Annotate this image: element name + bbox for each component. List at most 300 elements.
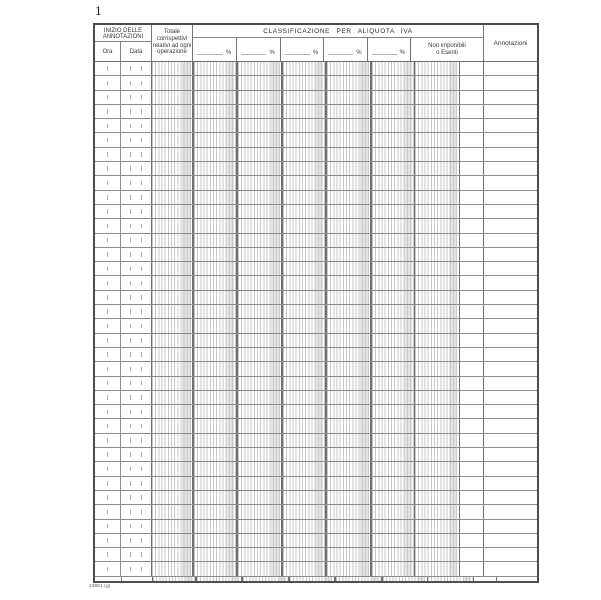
percent-amount-cell-5	[371, 133, 415, 146]
non-imponibili-cell	[415, 377, 483, 390]
table-row	[95, 119, 537, 133]
date-separator-tick	[141, 281, 142, 286]
data-cell	[121, 391, 151, 404]
header-inizio-group	[95, 25, 151, 61]
percent-amount-cell-3	[282, 505, 326, 518]
date-separator-tick	[141, 352, 142, 357]
ledger-table	[93, 23, 539, 583]
percent-amount-cell-2	[237, 377, 281, 390]
percent-amount-cell-2	[237, 520, 281, 533]
table-row	[95, 162, 537, 176]
annotazioni-cell	[483, 477, 537, 490]
percent-amount-cell-3	[282, 462, 326, 475]
data-cell	[121, 405, 151, 418]
percent-amount-cell-4	[326, 105, 370, 118]
header-percent-col-1	[193, 38, 237, 61]
percent-fill-line	[241, 54, 266, 55]
percent-amount-cell-5	[371, 76, 415, 89]
table-row	[95, 305, 537, 319]
percent-amount-cell-4	[326, 62, 370, 75]
percent-amount-cell-5	[371, 176, 415, 189]
data-cell	[121, 205, 151, 218]
percent-amount-cell-2	[237, 319, 281, 332]
non-imponibili-amount-area	[415, 562, 460, 575]
date-separator-tick	[130, 395, 131, 400]
non-imponibili-cell	[415, 133, 483, 146]
totale-amount-cell	[151, 334, 193, 347]
form-code: 13861 (g)	[89, 584, 111, 589]
non-imponibili-cell	[415, 248, 483, 261]
totale-amount-cell	[151, 348, 193, 361]
non-imponibili-amount-area	[415, 419, 460, 432]
time-separator-tick	[107, 195, 108, 200]
totale-amount-cell	[151, 91, 193, 104]
non-imponibili-amount-area	[415, 148, 460, 161]
non-imponibili-amount-area	[415, 91, 460, 104]
data-cell	[121, 162, 151, 175]
percent-amount-cell-2	[237, 262, 281, 275]
date-separator-tick	[130, 367, 131, 372]
header-ora-data-row	[95, 42, 151, 61]
time-separator-tick	[107, 267, 108, 272]
non-imponibili-cell	[415, 477, 483, 490]
table-row	[95, 262, 537, 276]
time-separator-tick	[107, 181, 108, 186]
time-separator-tick	[107, 338, 108, 343]
percent-amount-cell-2	[237, 305, 281, 318]
ora-cell	[95, 419, 121, 432]
percent-amount-cell-1	[193, 434, 237, 447]
table-row	[95, 334, 537, 348]
percent-amount-cell-4	[335, 577, 381, 581]
date-separator-tick	[141, 309, 142, 314]
percent-amount-cell-1	[193, 462, 237, 475]
header-totale-line4: operazione	[157, 49, 187, 56]
data-cell	[121, 234, 151, 247]
annotazioni-cell	[483, 391, 537, 404]
date-separator-tick	[130, 109, 131, 114]
time-separator-tick	[107, 209, 108, 214]
non-imponibili-amount-area	[415, 133, 460, 146]
data-cell	[121, 262, 151, 275]
date-separator-tick	[141, 152, 142, 157]
header-inizio-line2: ANNOTAZIONI	[102, 34, 144, 40]
non-imponibili-cell	[415, 205, 483, 218]
non-imponibili-cell	[415, 319, 483, 332]
percent-amount-cell-2	[237, 276, 281, 289]
percent-amount-cell-5	[371, 491, 415, 504]
header-totale-corrispettivi	[151, 25, 193, 61]
data-cell	[121, 276, 151, 289]
percent-amount-cell-5	[371, 105, 415, 118]
percent-sign: %	[399, 50, 405, 56]
non-imponibili-cell	[415, 162, 483, 175]
percent-sign: %	[226, 50, 232, 56]
non-imponibili-cell	[415, 262, 483, 275]
ora-cell	[95, 520, 121, 533]
time-separator-tick	[107, 524, 108, 529]
ora-cell	[95, 76, 121, 89]
totale-amount-cell	[151, 191, 193, 204]
percent-amount-cell-1	[193, 162, 237, 175]
annotazioni-cell	[483, 119, 537, 132]
percent-amount-cell-1	[193, 534, 237, 547]
percent-amount-cell-5	[371, 91, 415, 104]
percent-amount-cell-5	[371, 534, 415, 547]
ora-cell	[95, 319, 121, 332]
data-cell	[121, 305, 151, 318]
percent-amount-cell-3	[282, 534, 326, 547]
percent-amount-cell-3	[282, 448, 326, 461]
time-separator-tick	[107, 238, 108, 243]
percent-amount-cell-2	[237, 105, 281, 118]
date-separator-tick	[141, 410, 142, 415]
annotazioni-cell	[483, 419, 537, 432]
ora-cell	[95, 248, 121, 261]
time-separator-tick	[107, 295, 108, 300]
annotazioni-cell	[483, 505, 537, 518]
date-separator-tick	[141, 324, 142, 329]
ora-cell	[95, 562, 121, 575]
percent-amount-cell-1	[193, 276, 237, 289]
time-separator-tick	[107, 495, 108, 500]
totale-amount-cell	[151, 477, 193, 490]
date-separator-tick	[141, 66, 142, 71]
percent-amount-cell-4	[326, 491, 370, 504]
date-separator-tick	[141, 552, 142, 557]
table-row	[95, 191, 537, 205]
date-separator-tick	[130, 452, 131, 457]
percent-amount-cell-5	[371, 419, 415, 432]
table-row	[95, 548, 537, 562]
table-row	[95, 276, 537, 290]
totale-amount-cell	[152, 577, 196, 581]
percent-amount-cell-1	[193, 548, 237, 561]
annotazioni-cell	[483, 219, 537, 232]
ora-cell	[95, 334, 121, 347]
ora-cell	[95, 548, 121, 561]
percent-sign: %	[356, 50, 362, 56]
percent-amount-cell-3	[282, 262, 326, 275]
percent-amount-cell-4	[326, 377, 370, 390]
non-imponibili-cell	[415, 405, 483, 418]
table-row	[95, 205, 537, 219]
annotazioni-cell	[483, 348, 537, 361]
percent-amount-cell-2	[237, 76, 281, 89]
header-percent-col-5	[367, 38, 411, 61]
non-imponibili-cell	[415, 276, 483, 289]
annotazioni-cell	[483, 162, 537, 175]
percent-amount-cell-2	[237, 234, 281, 247]
table-row	[95, 148, 537, 162]
table-row	[95, 391, 537, 405]
header-inizio-annotazioni	[95, 25, 151, 42]
date-separator-tick	[141, 109, 142, 114]
ora-cell	[95, 91, 121, 104]
percent-amount-cell-5	[371, 276, 415, 289]
date-separator-tick	[141, 495, 142, 500]
percent-amount-cell-2	[237, 362, 281, 375]
percent-amount-cell-5	[371, 234, 415, 247]
totale-amount-cell	[151, 105, 193, 118]
ora-cell	[95, 148, 121, 161]
date-separator-tick	[130, 552, 131, 557]
header-percent-col-3	[280, 38, 324, 61]
annotazioni-cell	[483, 248, 537, 261]
percent-amount-cell-3	[282, 334, 326, 347]
data-cell	[121, 319, 151, 332]
percent-amount-cell-2	[237, 62, 281, 75]
percent-amount-cell-3	[282, 91, 326, 104]
date-separator-tick	[130, 195, 131, 200]
annotazioni-cell	[483, 334, 537, 347]
percent-amount-cell-4	[326, 76, 370, 89]
data-cell	[121, 491, 151, 504]
non-imponibili-cell	[415, 105, 483, 118]
non-imponibili-amount-area	[415, 434, 460, 447]
non-imponibili-amount-area	[415, 276, 460, 289]
date-separator-tick	[141, 510, 142, 515]
ora-cell	[95, 305, 121, 318]
data-cell	[121, 219, 151, 232]
percent-fill-line	[372, 54, 397, 55]
data-cell	[121, 105, 151, 118]
percent-amount-cell-5	[371, 548, 415, 561]
ora-cell	[95, 276, 121, 289]
data-cell	[121, 534, 151, 547]
annotazioni-cell	[483, 362, 537, 375]
date-separator-tick	[141, 252, 142, 257]
date-separator-tick	[141, 209, 142, 214]
date-separator-tick	[141, 138, 142, 143]
non-imponibili-cell	[415, 62, 483, 75]
time-separator-tick	[107, 538, 108, 543]
ora-cell	[95, 434, 121, 447]
percent-amount-cell-5	[371, 405, 415, 418]
annotazioni-cell	[483, 305, 537, 318]
header-totale-line3: relativi ad ogni	[152, 42, 192, 49]
percent-amount-cell-2	[237, 419, 281, 432]
non-imponibili-amount-area	[415, 62, 460, 75]
header-data: Data	[129, 48, 143, 55]
date-separator-tick	[141, 438, 142, 443]
annotazioni-cell	[483, 62, 537, 75]
non-imponibili-cell	[415, 520, 483, 533]
annotazioni-cell	[483, 448, 537, 461]
ora-cell	[95, 105, 121, 118]
percent-amount-cell-5	[371, 262, 415, 275]
percent-amount-cell-5	[371, 562, 415, 575]
time-separator-tick	[107, 109, 108, 114]
totale-amount-cell	[151, 534, 193, 547]
page-number: 1	[95, 5, 102, 18]
table-row	[95, 319, 537, 333]
date-separator-tick	[141, 367, 142, 372]
percent-amount-cell-2	[237, 491, 281, 504]
table-row	[95, 562, 537, 576]
data-cell	[121, 148, 151, 161]
time-separator-tick	[107, 138, 108, 143]
percent-amount-cell-1	[193, 248, 237, 261]
percent-amount-cell-3	[282, 148, 326, 161]
totale-amount-cell	[151, 305, 193, 318]
data-cell	[122, 577, 152, 581]
table-row	[95, 105, 537, 119]
totale-amount-cell	[151, 219, 193, 232]
percent-amount-cell-4	[326, 191, 370, 204]
totale-amount-cell	[151, 76, 193, 89]
percent-amount-cell-3	[282, 119, 326, 132]
date-separator-tick	[141, 181, 142, 186]
percent-amount-cell-2	[237, 434, 281, 447]
percent-amount-cell-5	[371, 319, 415, 332]
percent-amount-cell-2	[237, 505, 281, 518]
header-non-imponibili	[411, 38, 483, 61]
percent-amount-cell-3	[282, 477, 326, 490]
percent-amount-cell-4	[326, 319, 370, 332]
annotazioni-cell	[483, 319, 537, 332]
percent-amount-cell-2	[237, 348, 281, 361]
percent-amount-cell-2	[237, 162, 281, 175]
percent-amount-cell-4	[326, 205, 370, 218]
percent-amount-cell-2	[237, 191, 281, 204]
percent-amount-cell-1	[193, 334, 237, 347]
totale-amount-cell	[151, 505, 193, 518]
data-cell	[121, 562, 151, 575]
date-separator-tick	[130, 495, 131, 500]
header-percent-col-2	[236, 38, 280, 61]
date-separator-tick	[130, 567, 131, 572]
percent-amount-cell-1	[193, 377, 237, 390]
percent-amount-cell-5	[371, 219, 415, 232]
percent-amount-cell-5	[371, 391, 415, 404]
non-imponibili-cell	[415, 348, 483, 361]
annotazioni-cell	[483, 191, 537, 204]
date-separator-tick	[141, 166, 142, 171]
non-imponibili-cell	[415, 334, 483, 347]
time-separator-tick	[107, 66, 108, 71]
data-cell	[121, 334, 151, 347]
annotazioni-cell	[483, 262, 537, 275]
table-row	[95, 405, 537, 419]
header-inizio-line1: INIZIO DELLE	[103, 27, 143, 34]
table-row	[95, 434, 537, 448]
non-imponibili-amount-area	[415, 334, 460, 347]
date-separator-tick	[130, 352, 131, 357]
data-cell	[121, 505, 151, 518]
ora-cell	[95, 462, 121, 475]
percent-amount-cell-3	[282, 162, 326, 175]
date-separator-tick	[141, 481, 142, 486]
percent-amount-cell-3	[282, 191, 326, 204]
time-separator-tick	[107, 452, 108, 457]
totale-amount-cell	[151, 448, 193, 461]
totale-amount-cell	[151, 248, 193, 261]
table-row	[95, 362, 537, 376]
non-imponibili-amount-area	[415, 362, 460, 375]
ora-cell	[95, 119, 121, 132]
non-imponibili-amount-area	[415, 76, 460, 89]
ora-cell	[95, 534, 121, 547]
table-row	[95, 505, 537, 519]
ora-cell	[95, 205, 121, 218]
ora-cell	[95, 348, 121, 361]
non-imponibili-cell	[415, 505, 483, 518]
annotazioni-cell	[483, 548, 537, 561]
ora-cell	[95, 577, 122, 581]
ora-cell	[95, 362, 121, 375]
table-row	[95, 291, 537, 305]
percent-amount-cell-1	[193, 76, 237, 89]
percent-amount-cell-2	[237, 448, 281, 461]
totale-amount-cell	[151, 405, 193, 418]
table-row	[95, 477, 537, 491]
date-separator-tick	[141, 452, 142, 457]
percent-amount-cell-5	[371, 334, 415, 347]
date-separator-tick	[130, 95, 131, 100]
header-percent-col-4	[323, 38, 367, 61]
data-cell	[121, 520, 151, 533]
percent-amount-cell-5	[371, 377, 415, 390]
percent-amount-cell-5	[371, 448, 415, 461]
data-cell	[121, 548, 151, 561]
percent-amount-cell-2	[237, 205, 281, 218]
header-totale-line1: Totale	[163, 29, 180, 35]
percent-amount-cell-4	[326, 234, 370, 247]
non-imponibili-amount-area	[415, 548, 460, 561]
percent-amount-cell-3	[282, 248, 326, 261]
percent-amount-cell-1	[193, 105, 237, 118]
non-imponibili-cell	[415, 191, 483, 204]
time-separator-tick	[107, 381, 108, 386]
percent-amount-cell-1	[193, 191, 237, 204]
non-imponibili-cell	[415, 91, 483, 104]
totale-amount-cell	[151, 319, 193, 332]
non-imponibili-cell	[415, 291, 483, 304]
date-separator-tick	[141, 238, 142, 243]
percent-amount-cell-5	[382, 577, 428, 581]
date-separator-tick	[141, 381, 142, 386]
annotazioni-cell	[483, 148, 537, 161]
non-imponibili-amount-area	[415, 248, 460, 261]
percent-amount-cell-3	[282, 62, 326, 75]
non-imponibili-cell	[428, 577, 496, 581]
annotazioni-cell	[483, 291, 537, 304]
table-row	[95, 419, 537, 433]
percent-amount-cell-3	[282, 520, 326, 533]
non-imponibili-amount-area	[415, 505, 460, 518]
totale-amount-cell	[151, 276, 193, 289]
percent-amount-cell-1	[193, 477, 237, 490]
ora-cell	[95, 391, 121, 404]
data-cell	[121, 91, 151, 104]
date-separator-tick	[130, 538, 131, 543]
date-separator-tick	[130, 424, 131, 429]
percent-amount-cell-3	[282, 348, 326, 361]
non-imponibili-amount-area	[415, 205, 460, 218]
percent-amount-cell-1	[196, 577, 242, 581]
percent-amount-cell-2	[237, 291, 281, 304]
percent-amount-cell-2	[237, 119, 281, 132]
percent-amount-cell-2	[237, 391, 281, 404]
data-cell	[121, 133, 151, 146]
header-non-imponibili-line2: o Esenti	[436, 49, 458, 56]
non-imponibili-amount-area	[415, 405, 460, 418]
percent-amount-cell-3	[282, 548, 326, 561]
totale-amount-cell	[151, 562, 193, 575]
percent-amount-cell-4	[326, 219, 370, 232]
percent-amount-cell-2	[237, 91, 281, 104]
